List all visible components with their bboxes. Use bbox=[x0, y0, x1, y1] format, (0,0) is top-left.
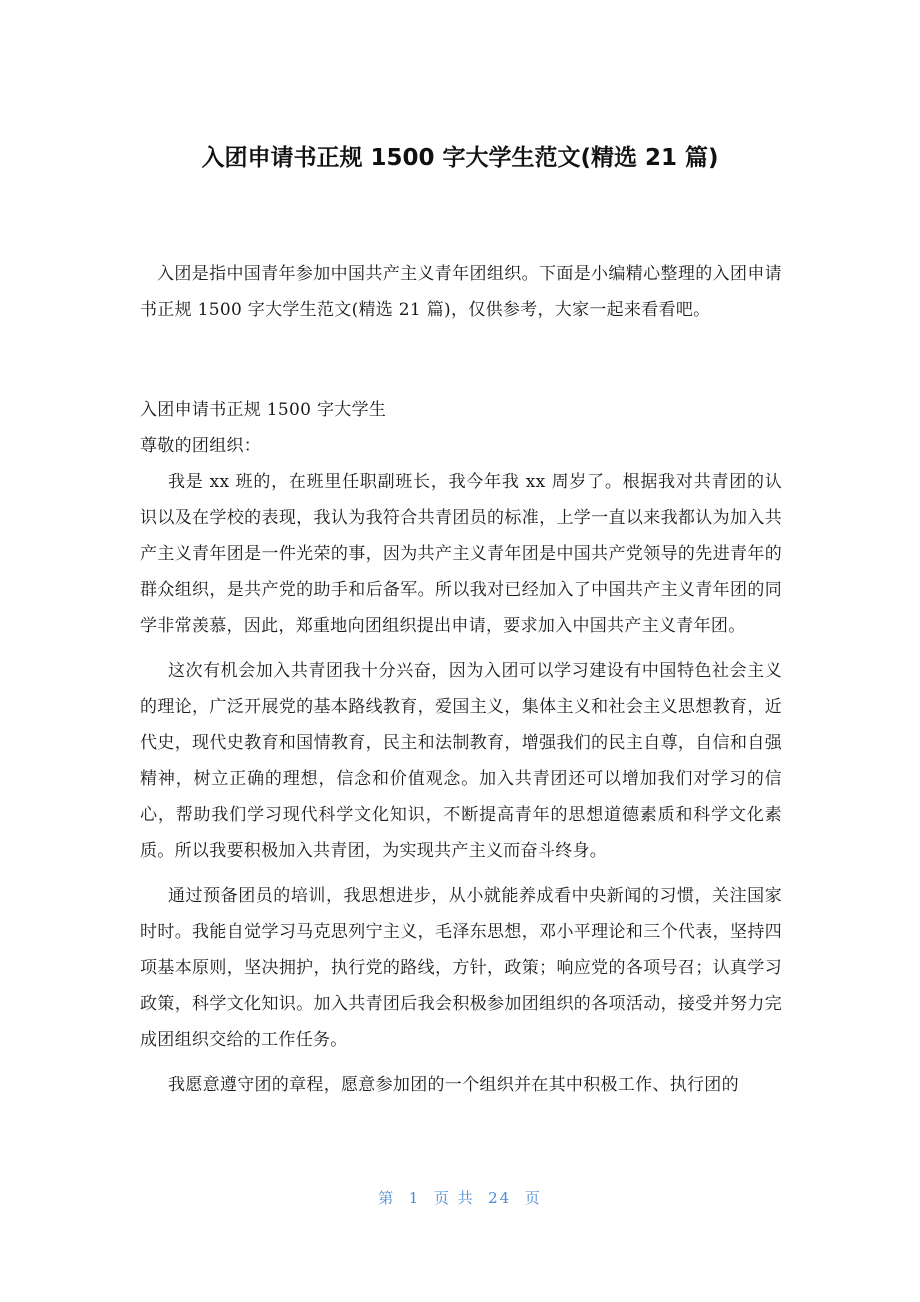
document-title: 入团申请书正规 1500 字大学生范文(精选 21 篇) bbox=[201, 145, 719, 171]
section-heading: 入团申请书正规 1500 字大学生 bbox=[140, 400, 387, 420]
page-number-footer: 第 1 页 共 24 页 bbox=[378, 1189, 542, 1207]
body-paragraph-2: 这次有机会加入共青团我十分兴奋，因为入团可以学习建设有中国特色社会主义的理论，广泛开展党的基本路线教育，爱国主义，集体主义和社会主义思想教育，近代史，现代史教育和国情教育，民主和法制教育，增强我们的民主自尊，自信和自强精神，树立正确的理想，信念和价值观念。加入共青团还可以增加我们对学习的信心，帮助我们学习现代科学文化知识，不断提高青年的思想道德素质和科学文化素质。所以我要积极加入共青团，为实现共产主义而奋斗终身。 bbox=[140, 661, 782, 861]
paragraph-spacer bbox=[140, 869, 782, 878]
body-paragraph-4: 我愿意遵守团的章程，愿意参加团的一个组织并在其中积极工作、执行团的 bbox=[168, 1075, 739, 1095]
document-body bbox=[140, 256, 782, 1103]
body-paragraph-1: 我是 xx 班的，在班里任职副班长，我今年我 xx 周岁了。根据我对共青团的认识以及在学校的表现，我认为我符合共青团员的标准，上学一直以来我都认为加入共产主义青年团是一件光荣的事，因为共产主义青年团是中国共产党领导的先进青年的群众组织，是共产党的助手和后备军。所以我对已经加入了中国共产主义青年团的同学非常羡慕，因此，郑重地向团组织提出申请，要求加入中国共产主义青年团。 bbox=[140, 472, 782, 636]
salutation: 尊敬的团组织： bbox=[140, 436, 262, 456]
paragraph-spacer bbox=[140, 644, 782, 653]
body-paragraph-3: 通过预备团员的培训，我思想进步，从小就能养成看中央新闻的习惯，关注国家时时。我能自觉学习马克思列宁主义，毛泽东思想，邓小平理论和三个代表，坚持四项基本原则，坚决拥护，执行党的路线，方针，政策；响应党的各项号召；认真学习政策，科学文化知识。加入共青团后我会积极参加团组织的各项活动，接受并努力完成团组织交给的工作任务。 bbox=[140, 886, 782, 1050]
intro-paragraph: 入团是指中国青年参加中国共产主义青年团组织。下面是小编精心整理的入团申请书正规 1500 字大学生范文(精选 21 篇)，仅供参考，大家一起来看看吧。 bbox=[140, 264, 782, 320]
section-spacer bbox=[140, 328, 782, 392]
paragraph-spacer bbox=[140, 1058, 782, 1067]
